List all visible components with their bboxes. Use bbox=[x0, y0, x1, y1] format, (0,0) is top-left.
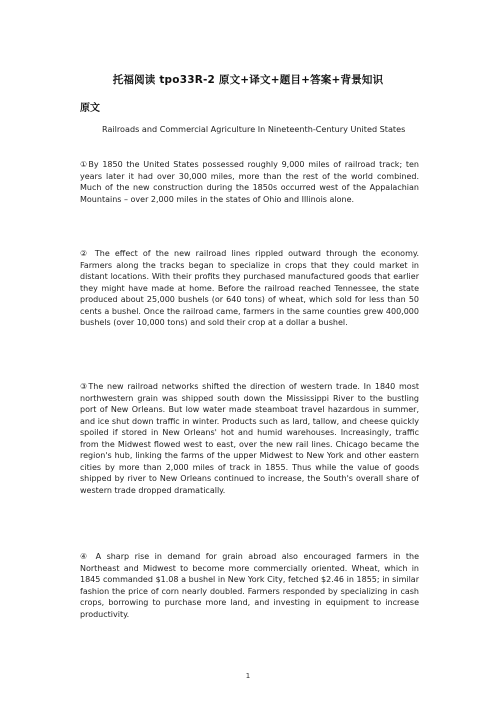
paragraph-3: ③The new railroad networks shifted the direction of western trade. In 1840 most northwestern grain was shipped south down the Mississippi River to the bustling port of New Orleans. But low water made steamboat travel hazardous in summer, and ice shut down traffic in winter. Products such as lard, tallow, and cheese quickly spoiled if stored in New Orleans' hot and humid warehouses. Increasingly, traffic from the Midwest flowed west to east, over the new rail lines. Chicago became the region's hub, linking the farms of the upper Midwest to New York and other eastern cities by more than 2,000 miles of track in 1855. Thus while the value of goods shipped by river to New Orleans continued to increase, the South's overall share of western trade dropped dramatically. bbox=[80, 382, 419, 495]
document-title: 托福阅读 tpo33R-2 原文+译文+题目+答案+背景知识 bbox=[112, 74, 384, 86]
paragraph-1: ①By 1850 the United States possessed roughly 9,000 miles of railroad track; ten years later it had over 30,000 miles, more than the rest of the world combined. Much of the new construction during the 1850s occurred west of the Appalachian Mountains – over 2,000 miles in the states of Ohio and Illinois alone. bbox=[80, 160, 419, 204]
paragraph-4: ④ A sharp rise in demand for grain abroad also encouraged farmers in the Northeast and Midwest to become more commercially oriented. Wheat, which in 1845 commanded $1.08 a bushel in New York City, fetched $2.46 in 1855; in similar fashion the price of corn nearly doubled. Farmers responded by specializing in cash crops, borrowing to purchase more land, and investing in equipment to increase productivity. bbox=[80, 552, 419, 619]
article-subtitle: Railroads and Commercial Agriculture In Nineteenth-Century United States bbox=[102, 124, 406, 134]
page-number: 1 bbox=[245, 672, 251, 680]
section-heading: 原文 bbox=[80, 103, 100, 114]
paragraph-2: ② The effect of the new railroad lines rippled outward through the economy. Farmers along the tracks began to specialize in crops that they could market in distant locations. With their profits they purchased manufactured goods that earlier they might have made at home. Before the railroad reached Tennessee, the state produced about 25,000 bushels (or 640 tons) of wheat, which sold for less than 50 cents a bushel. Once the railroad came, farmers in the same counties grew 400,000 bushels (over 10,000 tons) and sold their crop at a dollar a bushel. bbox=[80, 249, 419, 327]
